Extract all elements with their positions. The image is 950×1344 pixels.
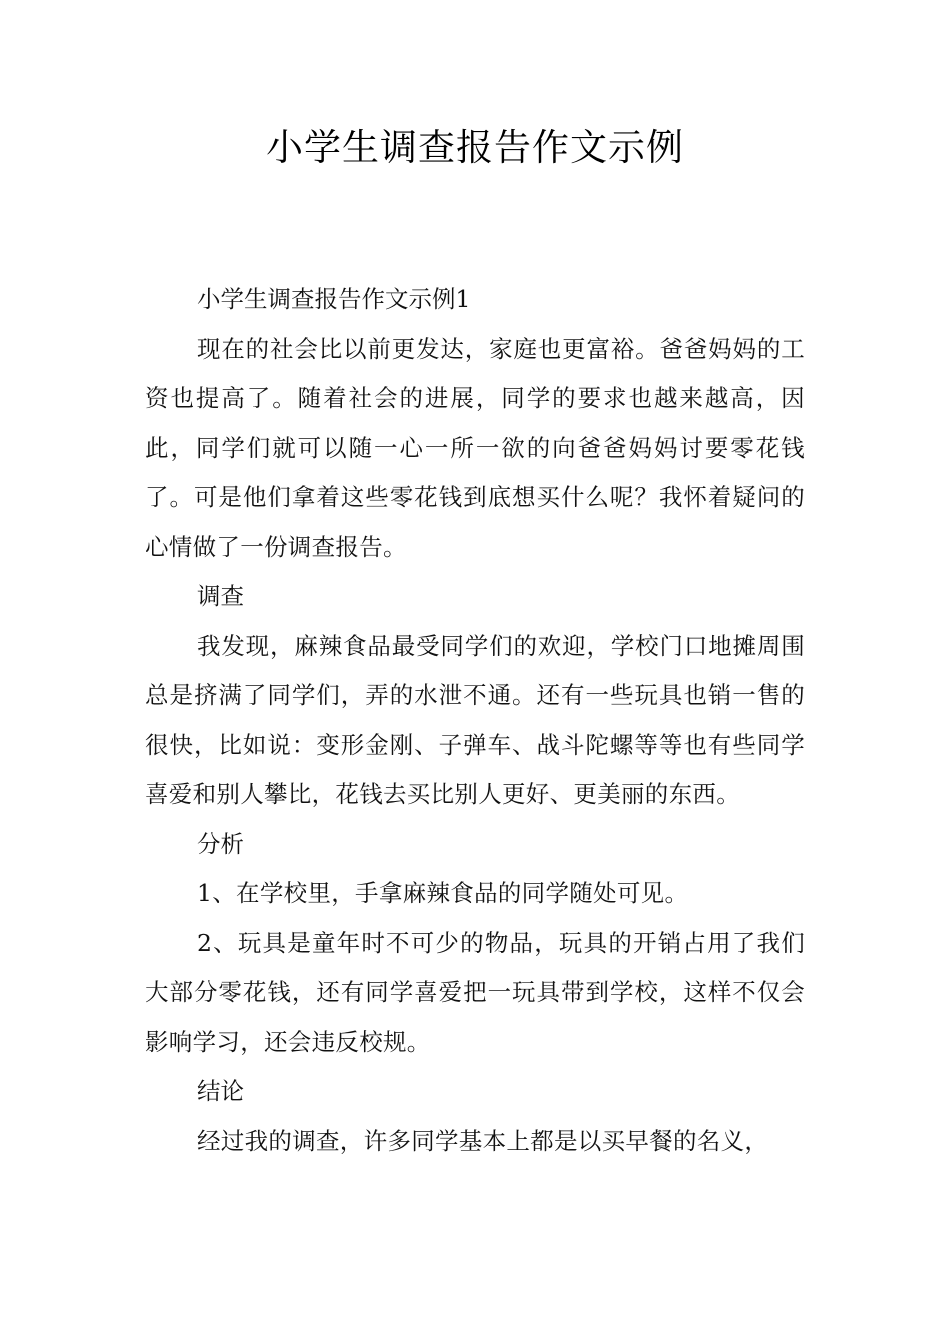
analysis-heading: 分析 bbox=[197, 829, 244, 858]
conclusion-paragraph: 经过我的调查，许多同学基本上都是以买早餐的名义， bbox=[197, 1126, 769, 1155]
survey-paragraph: 我发现，麻辣食品最受同学们的欢迎，学校门口地摊周围总是挤满了同学们，弄的水泄不通。还有一些玩具也销一售的很快，比如说：变形金刚、子弹车、战斗陀螺等等也有些同学喜爱和别人攀比，花钱去买比别人更好、更美丽的东西。 bbox=[145, 631, 805, 808]
document-title: 小学生调查报告作文示例 bbox=[266, 126, 684, 169]
intro-paragraph: 现在的社会比以前更发达，家庭也更富裕。爸爸妈妈的工资也提高了。随着社会的进展，同学的要求也越来越高，因此，同学们就可以随一心一所一欲的向爸爸妈妈讨要零花钱了。可是他们拿着这些零花钱到底想买什么呢？我怀着疑问的心情做了一份调查报告。 bbox=[145, 334, 805, 561]
example-subtitle: 小学生调查报告作文示例1 bbox=[197, 285, 471, 313]
document-body bbox=[145, 275, 805, 1166]
survey-heading: 调查 bbox=[197, 582, 244, 610]
analysis-item-1: 1、在学校里，手拿麻辣食品的同学随处可见。 bbox=[197, 879, 689, 907]
conclusion-heading: 结论 bbox=[197, 1077, 244, 1105]
analysis-item-2: 2、玩具是童年时不可少的物品，玩具的开销占用了我们大部分零花钱，还有同学喜爱把一玩具带到学校，这样不仅会影响学习，还会违反校规。 bbox=[145, 928, 805, 1056]
